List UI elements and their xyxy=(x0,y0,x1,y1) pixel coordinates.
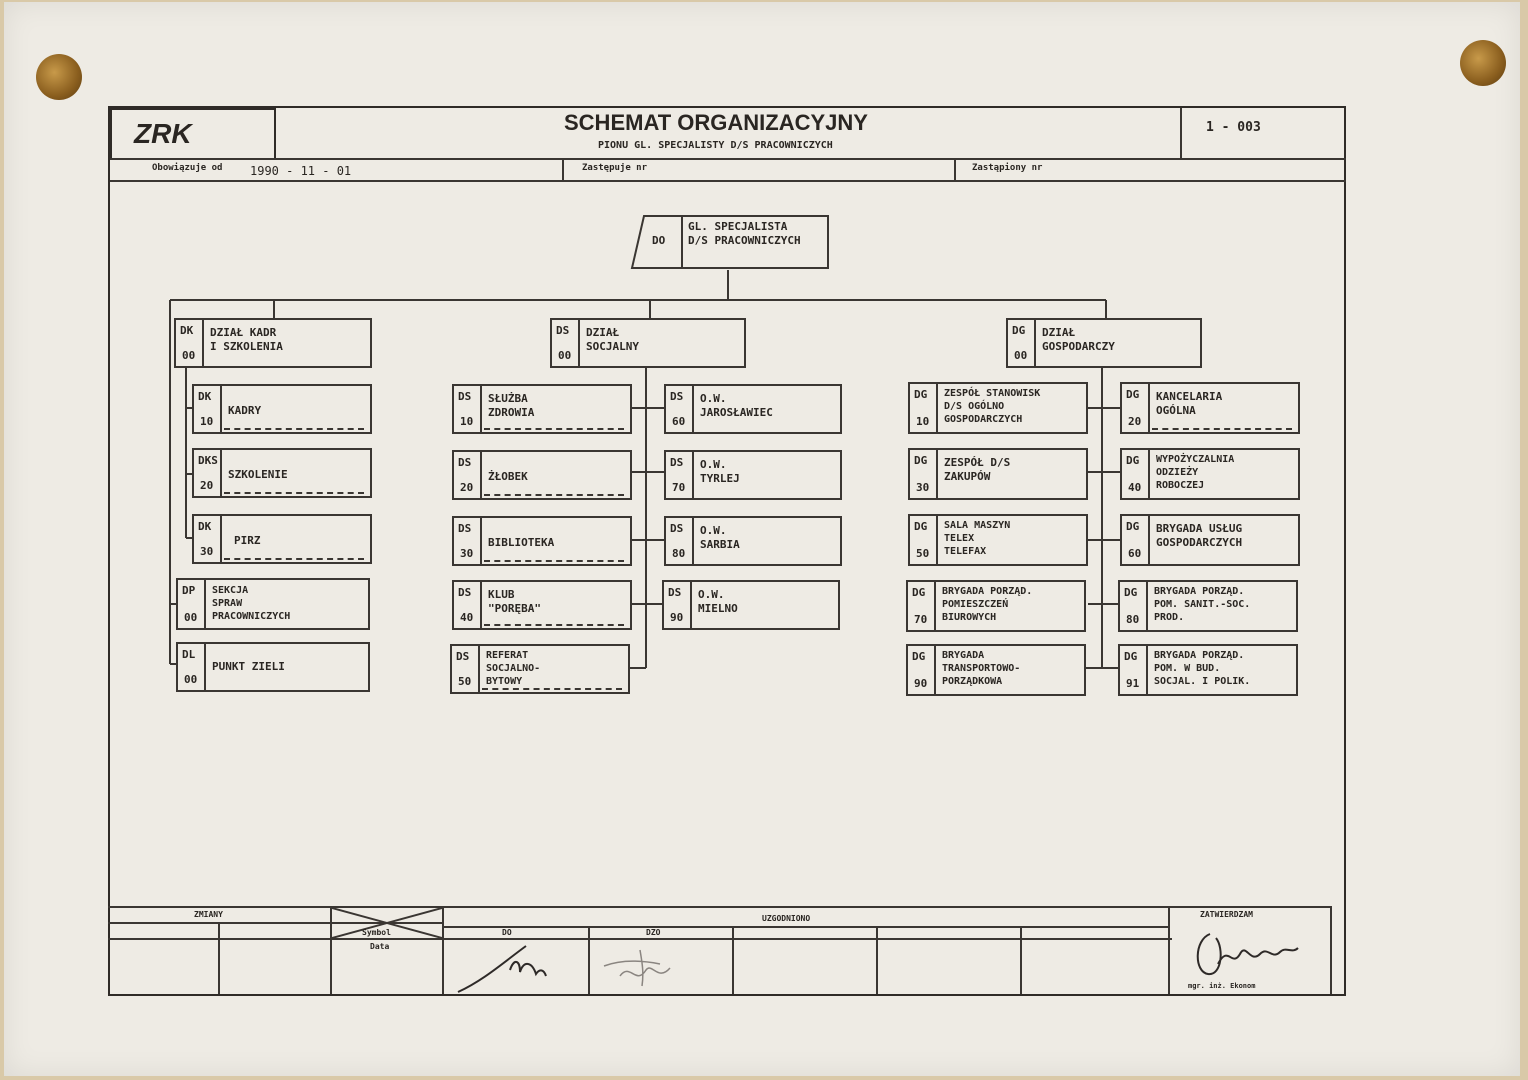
unit-box: DG 70 BRYGADA PORZĄD. POMIESZCZEŃ BIUROWYCH xyxy=(906,580,1086,632)
unit-box: DG 80 BRYGADA PORZĄD. POM. SANIT.-SOC. PROD. xyxy=(1118,580,1298,632)
unit-box: DK 10 KADRY xyxy=(192,384,372,434)
replaced-by-label: Zastąpiony nr xyxy=(972,163,1043,173)
page-title: SCHEMAT ORGANIZACYJNY xyxy=(564,110,868,135)
unit-box: DL 00 PUNKT ZIELI xyxy=(176,642,370,692)
unit-box: DS 70 O.W. TYRLEJ xyxy=(664,450,842,500)
dept-gospodarczy-box: DG 00 DZIAŁ GOSPODARCZY xyxy=(1006,318,1202,368)
unit-box: DS 90 O.W. MIELNO xyxy=(662,580,840,630)
unit-box: DG 91 BRYGADA PORZĄD. POM. W BUD. SOCJAL. I POLIK. xyxy=(1118,644,1298,696)
unit-box: DS 80 O.W. SARBIA xyxy=(664,516,842,566)
symbol-label: Symbol xyxy=(362,928,391,937)
col-a-label: DO xyxy=(502,928,512,937)
unit-box: DS 10 SŁUŻBA ZDROWIA xyxy=(452,384,632,434)
unit-box: DS 40 KLUB "PORĘBA" xyxy=(452,580,632,630)
unit-box: DS 60 O.W. JAROSŁAWIEC xyxy=(664,384,842,434)
unit-box: DG 30 ZESPÓŁ D/S ZAKUPÓW xyxy=(908,448,1088,500)
unit-box: DK 30 PIRZ xyxy=(192,514,372,564)
unit-box: DP 00 SEKCJA SPRAW PRACOWNICZYCH xyxy=(176,578,370,630)
unit-box: DKS 20 SZKOLENIE xyxy=(192,448,372,498)
col-b-label: DZO xyxy=(646,928,661,937)
root-label: GL. SPECJALISTA D/S PRACOWNICZYCH xyxy=(688,220,801,247)
zrk-logo: ZRK xyxy=(134,118,192,149)
signature-2-icon xyxy=(600,942,700,992)
paper-sheet xyxy=(4,2,1520,1076)
dept-socjalny-label: DZIAŁ SOCJALNY xyxy=(586,326,639,353)
changes-label: ZMIANY xyxy=(194,910,223,919)
unit-box: DG 20 KANCELARIA OGÓLNA xyxy=(1120,382,1300,434)
unit-box: DG 60 BRYGADA USŁUG GOSPODARCZYCH xyxy=(1120,514,1300,566)
valid-from-date: 1990 - 11 - 01 xyxy=(250,164,352,178)
dept-gospodarczy-label: DZIAŁ GOSPODARCZY xyxy=(1042,326,1115,353)
date-label: Data xyxy=(370,942,390,951)
valid-from-label: Obowiązuje od xyxy=(152,163,223,173)
dept-kadr-box: DK 00 DZIAŁ KADR I SZKOLENIA xyxy=(174,318,372,368)
unit-box: DG 90 BRYGADA TRANSPORTOWO- PORZĄDKOWA xyxy=(906,644,1086,696)
unit-box: DS 50 REFERAT SOCJALNO- BYTOWY xyxy=(450,644,630,694)
agreed-label: UZGODNIONO xyxy=(762,914,811,923)
unit-box: DS 30 BIBLIOTEKA xyxy=(452,516,632,566)
dept-socjalny-box: DS 00 DZIAŁ SOCJALNY xyxy=(550,318,746,368)
doc-number: 1 - 003 xyxy=(1206,120,1261,135)
dept-kadr-label: DZIAŁ KADR I SZKOLENIA xyxy=(210,326,283,353)
signature-1-icon xyxy=(454,940,554,996)
approved-label: ZATWIERDZAM xyxy=(1200,910,1253,919)
approver-name: mgr. inż. Ekonom xyxy=(1188,982,1256,990)
unit-box: DG 10 ZESPÓŁ STANOWISK D/S OGÓLNO GOSPODARCZYCH xyxy=(908,382,1088,434)
unit-box: DS 20 ŻŁOBEK xyxy=(452,450,632,500)
unit-box: DG 40 WYPOŻYCZALNIA ODZIEŻY ROBOCZEJ xyxy=(1120,448,1300,500)
signature-approver-icon xyxy=(1188,924,1308,980)
unit-box: DG 50 SALA MASZYN TELEX TELEFAX xyxy=(908,514,1088,566)
replaces-label: Zastępuje nr xyxy=(582,163,648,173)
page-subtitle: PIONU GL. SPECJALISTY D/S PRACOWNICZYCH xyxy=(598,140,833,151)
root-code: DO xyxy=(652,234,666,247)
